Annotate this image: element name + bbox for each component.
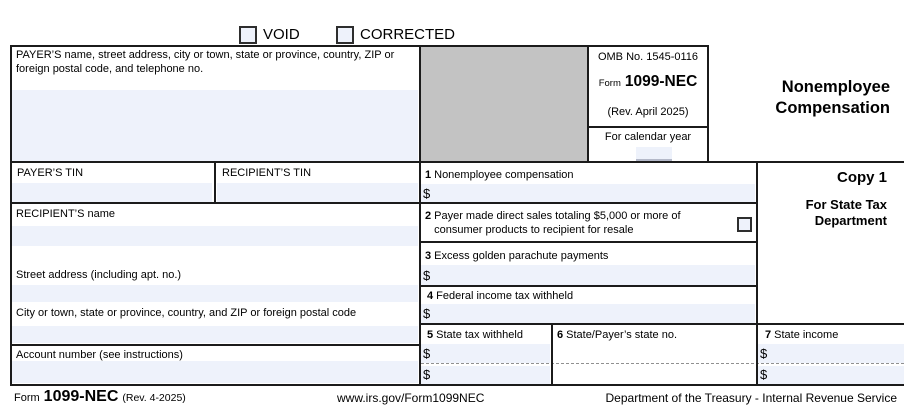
box7-dollar-sign-2: $ — [760, 367, 768, 382]
box7-label-text: State income — [774, 329, 839, 341]
border-left — [10, 45, 12, 386]
box6-label — [557, 329, 677, 343]
column-divider — [419, 45, 421, 386]
box3-label-text: Excess golden parachute payments — [434, 250, 609, 262]
payer-address-input[interactable] — [12, 90, 418, 161]
box7-label — [765, 329, 838, 343]
form-title — [708, 77, 890, 119]
payer-tin-input[interactable] — [12, 183, 212, 202]
omb-number: OMB No. 1545-0116 — [597, 51, 699, 63]
box4-dollar-sign: $ — [423, 306, 431, 321]
box4-bottom-divider — [419, 323, 904, 325]
footer-revision: (Rev. 4-2025) — [122, 392, 186, 404]
box1-label-text: Nonemployee compensation — [434, 169, 574, 181]
grey-reserved-box — [421, 47, 587, 161]
form-number-block — [589, 73, 707, 91]
right-column-divider — [756, 161, 758, 386]
tin-cell-divider — [214, 161, 216, 204]
box7-amount-input-1[interactable] — [758, 344, 904, 363]
box5-label — [427, 329, 523, 343]
form-title-line1: Nonemployee — [781, 78, 890, 96]
box1-label — [425, 169, 574, 183]
box3-number: 3 — [425, 250, 432, 262]
street-address-label: Street address (including apt. no.) — [16, 269, 182, 281]
border-bottom — [10, 384, 904, 386]
box3-dollar-sign: $ — [423, 268, 431, 283]
revision-label: (Rev. April 2025) — [607, 106, 689, 118]
footer-agency: Department of the Treasury - Internal Revenue Service — [605, 391, 897, 405]
calendar-year-label: For calendar year — [604, 131, 692, 143]
box4-amount-input[interactable] — [421, 304, 755, 323]
box3-label — [425, 250, 608, 264]
box7-number: 7 — [765, 329, 772, 341]
box5-label-text: State tax withheld — [436, 329, 523, 341]
box2-checkbox[interactable] — [737, 217, 752, 232]
box6-label-text: State/Payer’s state no. — [566, 329, 678, 341]
omb-calendar-divider — [587, 126, 709, 128]
recipient-tin-input[interactable] — [217, 183, 418, 202]
box5-box6-divider — [551, 323, 553, 386]
copy-for-line2: Department — [814, 213, 887, 228]
footer-form-id — [14, 388, 186, 406]
dashed-divider — [421, 363, 904, 364]
box2-number: 2 — [425, 210, 432, 222]
box4-number: 4 — [427, 290, 434, 302]
box7-amount-input-2[interactable] — [758, 366, 904, 384]
account-row-divider — [10, 344, 419, 346]
payer-tin-label: PAYER’S TIN — [17, 167, 84, 179]
account-number-input[interactable] — [12, 361, 418, 383]
box1-dollar-sign: $ — [423, 186, 431, 201]
recipient-name-input[interactable] — [12, 226, 418, 246]
box2-label — [425, 210, 702, 237]
form-number: 1099-NEC — [624, 73, 698, 90]
form-word: Form — [598, 78, 621, 89]
box4-label-text: Federal income tax withheld — [436, 290, 574, 302]
box4-label — [427, 290, 573, 304]
box1-number: 1 — [425, 169, 432, 181]
recipient-name-label: RECIPIENT’S name — [16, 208, 116, 220]
recipient-tin-label: RECIPIENT’S TIN — [222, 167, 312, 179]
city-label: City or town, state or province, country, and ZIP or foreign postal code — [16, 307, 357, 319]
box5-number: 5 — [427, 329, 434, 341]
box7-dollar-sign-1: $ — [760, 346, 768, 361]
calendar-year-input[interactable] — [636, 147, 672, 161]
footer-url[interactable]: www.irs.gov/Form1099NEC — [337, 391, 485, 405]
box1-amount-input[interactable] — [421, 184, 755, 202]
city-input[interactable] — [12, 326, 418, 343]
corrected-checkbox[interactable] — [336, 26, 354, 44]
void-checkbox[interactable] — [239, 26, 257, 44]
footer-form-number: 1099-NEC — [43, 388, 119, 405]
box3-amount-input[interactable] — [421, 265, 755, 285]
street-address-input[interactable] — [12, 285, 418, 302]
void-label: VOID — [263, 26, 300, 43]
copy-for-label — [737, 197, 887, 229]
copy-for-line1: For State Tax — [805, 197, 887, 212]
border-top — [10, 45, 709, 47]
tin-row-divider — [10, 202, 757, 204]
box2-bottom-divider — [419, 241, 757, 243]
box5-amount-input-1[interactable] — [421, 344, 550, 363]
box5-amount-input-2[interactable] — [421, 366, 550, 384]
payer-address-label: PAYER’S name, street address, city or town, state or province, country, ZIP or foreign postal code, and telephone no. — [16, 49, 395, 75]
box6-number: 6 — [557, 329, 564, 341]
header-row-divider — [10, 161, 904, 163]
copy-label: Copy 1 — [836, 169, 887, 186]
box5-dollar-sign-2: $ — [423, 367, 431, 382]
account-number-label: Account number (see instructions) — [16, 349, 183, 361]
box5-dollar-sign-1: $ — [423, 346, 431, 361]
footer-form-word: Form — [14, 392, 40, 404]
box2-label-text: Payer made direct sales totaling $5,000 or more of consumer products to recipient for resale — [434, 210, 681, 236]
corrected-label: CORRECTED — [360, 26, 456, 43]
box3-bottom-divider — [419, 285, 757, 287]
form-title-line2: Compensation — [775, 99, 890, 117]
